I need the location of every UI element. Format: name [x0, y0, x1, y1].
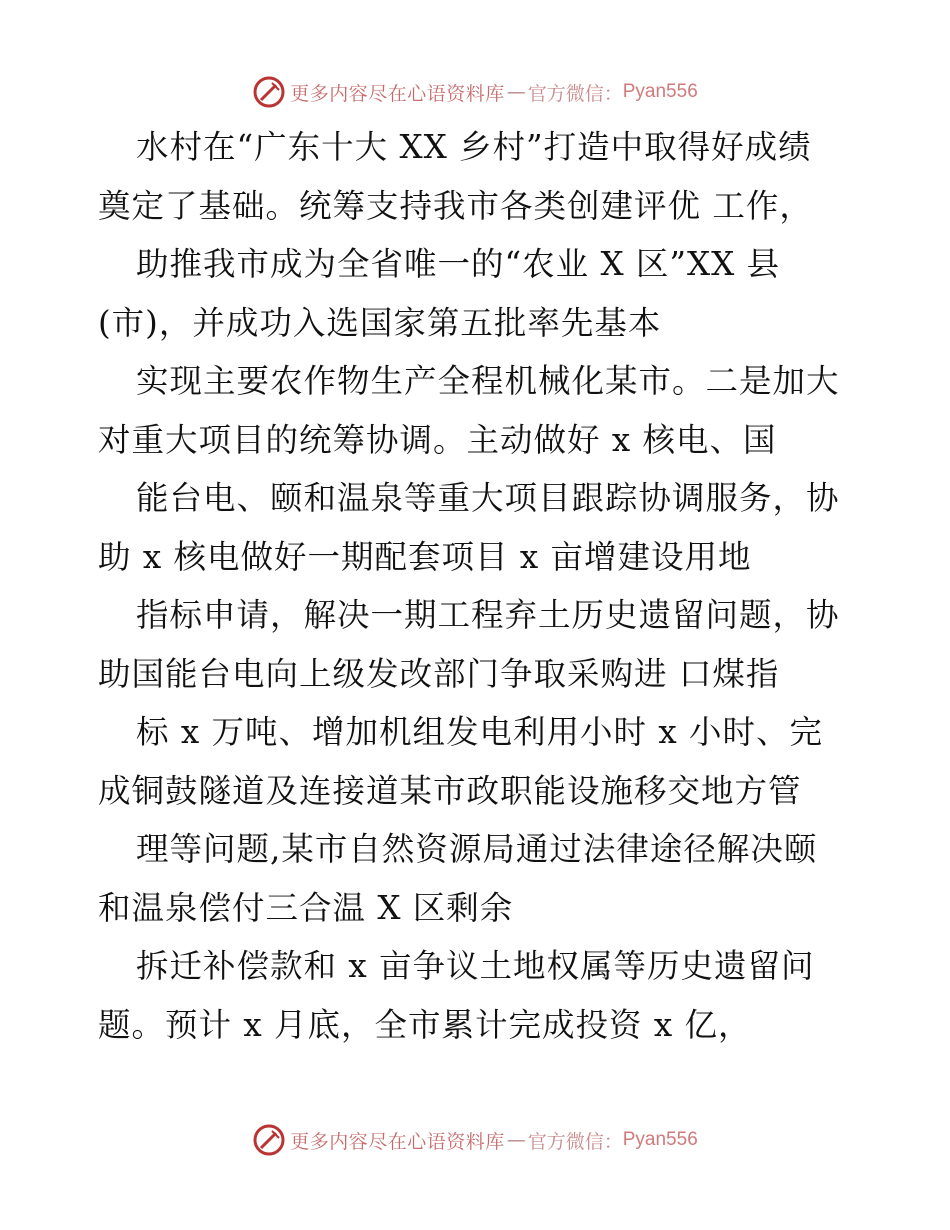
footer-watermark — [0, 1120, 950, 1160]
text-line: 成铜鼓隧道及连接道某市政职能设施移交地方管 — [98, 771, 802, 810]
text-line: 题。预计 x 月底，全市累计完成投资 x 亿， — [98, 1005, 752, 1044]
footer-dash: — — [506, 1129, 526, 1151]
footer-wechat-id: Pyan556 — [622, 1129, 698, 1150]
text-line: 实现主要农作物生产全程机械化某市。二是加大 — [136, 362, 840, 400]
text-line: 理等问题,某市自然资源局通过法律途径解决颐 — [136, 830, 818, 868]
document-body — [98, 118, 858, 1054]
footer-site-text: 更多内容尽在心语资料库 — [290, 1130, 505, 1153]
text-line: 对重大项目的统筹协调。主动做好 x 核电、国 — [98, 420, 777, 459]
text-line: 和温泉偿付三合温 X 区剩余 — [98, 888, 514, 927]
text-line: 助国能台电向上级发改部门争取采购进 口煤指 — [98, 654, 780, 693]
text-line: 助推我市成为全省唯一的“农业 X 区”XX 县 — [136, 245, 781, 283]
footer-wechat-label: 官方微信： — [527, 1130, 623, 1153]
text-line: 助 x 核电做好一期配套项目 x 亩增建设用地 — [98, 537, 752, 576]
text-line: 指标申请，解决一期工程弃土历史遗留问题，协 — [136, 596, 840, 634]
text-line: 拆迁补偿款和 x 亩争议土地权属等历史遗留问 — [136, 947, 815, 985]
pen-logo-icon — [252, 1123, 286, 1157]
header-wechat-label: 官方微信： — [527, 82, 623, 105]
header-watermark — [0, 72, 950, 112]
text-line: 奠定了基础。统筹支持我市各类创建评优 工作， — [98, 186, 813, 225]
text-line: 水村在“广东十大 XX 乡村”打造中取得好成绩 — [136, 128, 812, 166]
header-wechat-id: Pyan556 — [622, 81, 698, 102]
text-line: (市)，并成功入选国家第五批率先基本 — [98, 303, 662, 342]
text-line: 能台电、颐和温泉等重大项目跟踪协调服务，协 — [136, 479, 840, 517]
header-dash: — — [506, 81, 526, 103]
text-line: 标 x 万吨、增加机组发电利用小时 x 小时、完 — [136, 713, 823, 751]
pen-logo-icon — [252, 75, 286, 109]
header-site-text: 更多内容尽在心语资料库 — [290, 82, 505, 105]
